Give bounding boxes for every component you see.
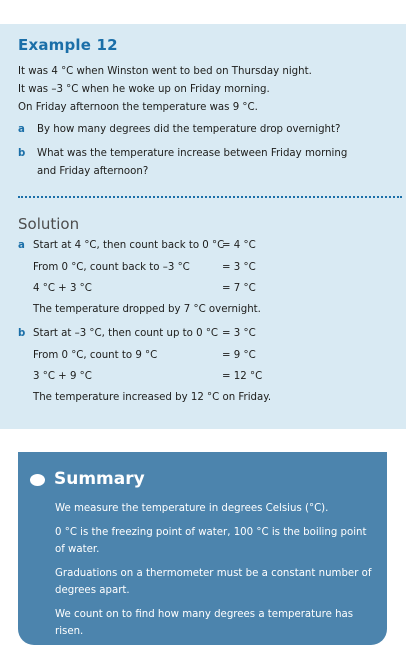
solution-a-result: = 4 °C [222,240,256,251]
summary-point: We count on to find how many degrees a temperature has risen. [55,609,354,637]
summary-point: Graduations on a thermometer must be a constant number of degrees apart. [55,568,372,596]
summary-box [18,452,387,645]
solution-b-step: Start at –3 °C, then count up to 0 °C [33,328,219,339]
example-box [0,24,406,429]
question-b-line-1: What was the temperature increase between Friday morning [37,148,348,159]
question-a-text: By how many degrees did the temperature drop overnight? [37,124,341,135]
solution-b-result: = 12 °C [222,371,263,382]
example-title: Example 12 [18,36,118,54]
solution-b-step: 3 °C + 9 °C [33,371,92,382]
bullet-icon [30,474,45,486]
question-letter-a: a [18,124,25,135]
solution-b-result: = 3 °C [222,328,256,339]
question-letter-b: b [18,148,26,159]
solution-title: Solution [18,215,80,233]
summary-point: 0 °C is the freezing point of water, 100 °C is the boiling point of water. [55,527,367,555]
solution-b-result: = 9 °C [222,350,256,361]
solution-a-step: 4 °C + 3 °C [33,283,92,294]
solution-letter-b: b [18,328,26,339]
solution-a-step: Start at 4 °C, then count back to 0 °C [33,240,225,251]
dotted-divider [18,196,402,198]
solution-letter-a: a [18,240,25,251]
summary-title: Summary [54,469,145,489]
solution-b-step: From 0 °C, count to 9 °C [33,350,158,361]
example-line: On Friday afternoon the temperature was 9 °C. [18,102,258,113]
solution-a-step: From 0 °C, count back to –3 °C [33,262,190,273]
example-line: It was –3 °C when he woke up on Friday morning. [18,84,270,95]
solution-a-result: = 3 °C [222,262,256,273]
question-b-line-2: and Friday afternoon? [37,166,149,177]
solution-a-conclusion: The temperature dropped by 7 °C overnight. [33,304,261,315]
solution-b-conclusion: The temperature increased by 12 °C on Friday. [33,392,272,403]
summary-point: We measure the temperature in degrees Celsius (°C). [55,503,329,514]
example-line: It was 4 °C when Winston went to bed on Thursday night. [18,66,312,77]
solution-a-result: = 7 °C [222,283,256,294]
